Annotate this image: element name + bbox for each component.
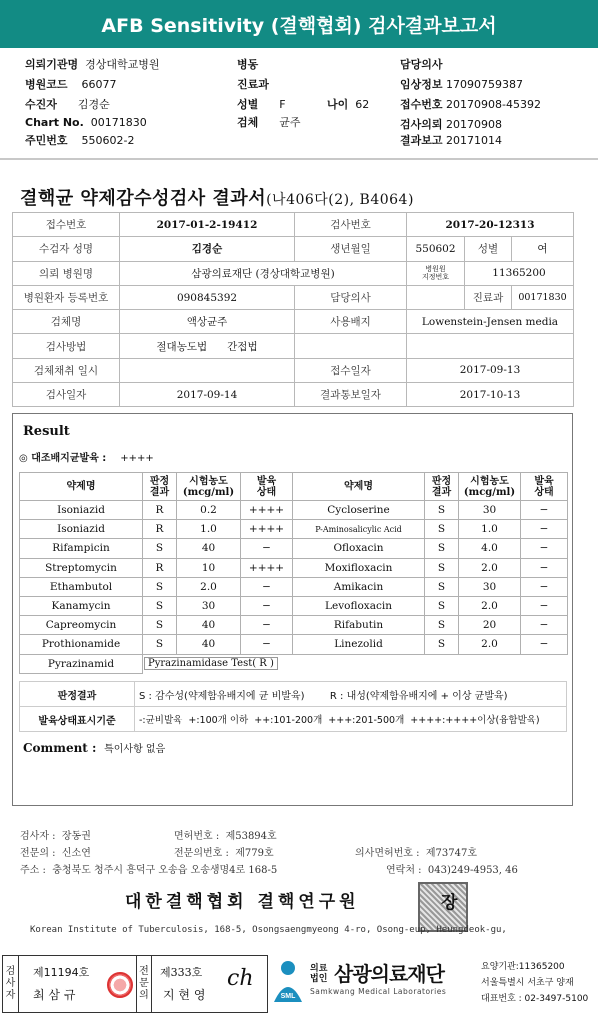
table-row xyxy=(20,635,568,654)
drug-conc-cell: 2.0 xyxy=(459,558,521,577)
info-ward: 병동 xyxy=(237,58,259,71)
org-address: 서울특별시 서초구 양재 xyxy=(481,978,574,988)
org-contact xyxy=(481,959,588,1007)
info-hospital: 의뢰기관명 경상대학교병원 xyxy=(25,58,160,71)
info-hospital-code: 병원코드 66077 xyxy=(25,78,117,91)
drug-growth-cell: − xyxy=(241,596,293,615)
request-info xyxy=(0,52,598,156)
signature-box xyxy=(2,955,268,1013)
info-clinical: 임상정보 17090759387 xyxy=(400,78,523,91)
doctor-license-line: 의사면허번호 : 제73747호 xyxy=(355,848,478,859)
drug-judge-cell: S xyxy=(425,501,459,520)
info-request-date: 검사의뢰 20170908 xyxy=(400,118,503,131)
footer-expert-no: 제333호 xyxy=(160,966,203,979)
signature-icon: ch xyxy=(227,966,254,991)
drug-drug-cell: Rifabutin xyxy=(293,616,425,635)
drug-drug-cell: Moxifloxacin xyxy=(293,558,425,577)
table-row: 검사방법 절대농도법 간접법 xyxy=(13,334,574,358)
table-row: 의뢰 병원명 삼광의료재단 (경상대학교병원) 병원원 지정번호 11365200 xyxy=(13,261,574,285)
pyrazinamidase-test: Pyrazinamidase Test( R ) xyxy=(144,657,278,670)
contact-line: 연락처 : 043)249-4953, 46 xyxy=(386,865,518,876)
drug-drug-cell: Rifampicin xyxy=(20,539,143,558)
report-title: 결핵균 약제감수성검사 결과서(나406다(2), B4064) xyxy=(20,188,414,209)
table-row xyxy=(20,654,568,673)
info-receipt-no: 접수번호 20170908-45392 xyxy=(400,98,541,111)
org-code: 요양기관:11365200 xyxy=(481,962,565,972)
drug-judge-cell: S xyxy=(143,635,177,654)
comment: Comment : 특이사항 없음 xyxy=(23,741,166,755)
drug-judge-cell: S xyxy=(425,596,459,615)
tester-vlabel xyxy=(3,956,19,1012)
drug-drug-cell: Amikacin xyxy=(293,577,425,596)
footer xyxy=(0,952,598,1020)
table-row xyxy=(20,520,568,539)
result-title: Result xyxy=(23,424,70,439)
drug-conc-cell: 2.0 xyxy=(459,635,521,654)
license-line: 면허번호 : 제53894호 xyxy=(174,831,277,842)
info-resident-no: 주민번호 550602-2 xyxy=(25,134,135,147)
drug-drug-cell: Pyrazinamid xyxy=(20,654,143,673)
drug-conc-cell: 40 xyxy=(177,635,241,654)
key-table xyxy=(19,681,567,732)
table-row xyxy=(20,501,568,520)
section-divider xyxy=(0,158,598,160)
footer-tester-name: 최 삼 규 xyxy=(33,988,76,1002)
footer-expert-name: 지 현 영 xyxy=(163,988,206,1002)
drug-drug-cell: Linezolid xyxy=(293,635,425,654)
patient-table xyxy=(12,212,574,407)
drug-conc-cell: 40 xyxy=(177,616,241,635)
table-row: 병원환자 등록번호 090845392 담당의사 진료과 00171830 xyxy=(13,285,574,309)
drug-judge-cell: S xyxy=(425,616,459,635)
drug-growth-cell: − xyxy=(241,577,293,596)
drug-growth-cell: − xyxy=(521,635,568,654)
tester-vlabel-text: 검 사 자 xyxy=(5,966,16,1001)
drug-table xyxy=(19,472,568,674)
drug-judge-cell: R xyxy=(143,558,177,577)
info-chart-no: Chart No. 00171830 xyxy=(25,116,147,129)
drug-conc-cell: 1.0 xyxy=(459,520,521,539)
drug-judge-cell: S xyxy=(143,596,177,615)
growth-key-row: 발육상태표시기준 -:균비발육 +:100개 이하 ++:101-200개 +++:201-500개 ++++:++++이상(융합발육) xyxy=(20,707,567,732)
footer-tester-no: 제11194호 xyxy=(33,966,90,979)
org-name: 삼광의료재단 xyxy=(334,962,444,986)
table-row xyxy=(20,539,568,558)
table-row xyxy=(20,558,568,577)
drug-growth-cell: − xyxy=(521,616,568,635)
table-row: 접수번호 2017-01-2-19412 검사번호 2017-20-12313 xyxy=(13,213,574,237)
drug-growth-cell: − xyxy=(521,501,568,520)
tester-line: 검사자 : 장동권 xyxy=(20,831,91,842)
drug-drug-cell: Kanamycin xyxy=(20,596,143,615)
drug-growth-cell: ++++ xyxy=(241,520,293,539)
info-department: 진료과 xyxy=(237,78,269,91)
info-attending: 담당의사 xyxy=(400,58,443,71)
drug-drug-cell: Levofloxacin xyxy=(293,596,425,615)
drug-judge-cell: S xyxy=(143,616,177,635)
drug-growth-cell: − xyxy=(521,520,568,539)
drug-drug-cell: Streptomycin xyxy=(20,558,143,577)
expert-vlabel: 전 문 의 xyxy=(136,956,152,1012)
drug-growth-cell: − xyxy=(241,539,293,558)
drug-conc-cell: 20 xyxy=(459,616,521,635)
table-row xyxy=(20,577,568,596)
drug-drug-cell: Isoniazid xyxy=(20,520,143,539)
table-row: 검사일자 2017-09-14 결과통보일자 2017-10-13 xyxy=(13,383,574,407)
drug-drug-cell: Cycloserine xyxy=(293,501,425,520)
info-specimen: 검체 균주 xyxy=(237,116,301,129)
drug-judge-cell: S xyxy=(425,635,459,654)
drug-growth-cell: − xyxy=(521,539,568,558)
table-row: 검체명 액상균주 사용배지 Lowenstein-Jensen media xyxy=(13,310,574,334)
drug-conc-cell: 30 xyxy=(177,596,241,615)
drug-growth-cell: − xyxy=(521,577,568,596)
drug-conc-cell: 30 xyxy=(459,577,521,596)
table-row xyxy=(20,616,568,635)
drug-drug-cell: Prothionamide xyxy=(20,635,143,654)
expert-no-line: 전문의번호 : 제779호 xyxy=(174,848,274,859)
drug-conc-cell: 0.2 xyxy=(177,501,241,520)
drug-table-header: 약제명 판정 결과 시험농도 (mcg/ml) 발육 상태 약제명 판정 결과 시험농도 (mcg/ml) 발육 상태 xyxy=(20,473,568,501)
org-english: Samkwang Medical Laboratories xyxy=(310,987,447,996)
drug-drug-cell: Ofloxacin xyxy=(293,539,425,558)
judge-key-row: 판정결과 S : 감수성(약제함유배지에 균 비발육) R : 내성(약제함유배지에 + 이상 균발육) xyxy=(20,682,567,707)
drug-judge-cell: R xyxy=(143,501,177,520)
drug-judge-cell: S xyxy=(143,539,177,558)
drug-drug-cell: P-Aminosalicylic Acid xyxy=(293,520,425,539)
drug-judge-cell: R xyxy=(143,520,177,539)
info-age: 나이 62 xyxy=(327,98,370,111)
drug-drug-cell: Ethambutol xyxy=(20,577,143,596)
drug-conc-cell: 30 xyxy=(459,501,521,520)
svg-text:SML: SML xyxy=(280,993,296,1000)
drug-growth-cell: − xyxy=(521,558,568,577)
address-line: 주소 : 충청북도 청주시 흥덕구 오송읍 오송생명4로 168-5 xyxy=(20,865,278,876)
drug-conc-cell: 40 xyxy=(177,539,241,558)
org-tel: 대표번호 : 02-3497-5100 xyxy=(481,994,589,1004)
expert-line: 전문의 : 신소연 xyxy=(20,848,91,859)
header-title: AFB Sensitivity (결핵협회) 검사결과보고서 xyxy=(101,14,497,37)
drug-growth-cell: − xyxy=(241,616,293,635)
drug-conc-cell: 10 xyxy=(177,558,241,577)
table-row xyxy=(20,596,568,615)
drug-judge-cell: S xyxy=(425,577,459,596)
result-box xyxy=(12,413,573,806)
tester-stamp-icon xyxy=(107,972,133,998)
drug-conc-cell: 2.0 xyxy=(177,577,241,596)
drug-growth-cell: ++++ xyxy=(241,501,293,520)
drug-judge-cell: S xyxy=(425,520,459,539)
drug-growth-cell: ++++ xyxy=(241,558,293,577)
drug-growth-cell: − xyxy=(241,635,293,654)
drug-conc-cell: 1.0 xyxy=(177,520,241,539)
drug-conc-cell: 4.0 xyxy=(459,539,521,558)
sml-logo-icon xyxy=(272,958,304,1006)
drug-drug-cell: Isoniazid xyxy=(20,501,143,520)
org-info xyxy=(310,956,598,1016)
info-patient: 수진자 김경순 xyxy=(25,98,110,111)
table-row: 수검자 성명 김경순 생년월일 550602 성별 여 xyxy=(13,237,574,261)
control-growth: ◎ 대조배지균발육 : ++++ xyxy=(19,453,154,464)
info-sex: 성별 F xyxy=(237,98,286,111)
institute-name: 대한결핵협회 결핵연구원 xyxy=(125,892,360,912)
info-report-date: 결과보고 20171014 xyxy=(400,134,503,147)
report-header xyxy=(0,0,598,48)
drug-judge-cell: S xyxy=(143,577,177,596)
drug-judge-cell: S xyxy=(425,539,459,558)
seal-char: 장 xyxy=(441,893,458,913)
drug-drug-cell: Capreomycin xyxy=(20,616,143,635)
table-row: 검체채취 일시 접수일자 2017-09-13 xyxy=(13,358,574,382)
org-type: 의료 법인 xyxy=(310,964,328,984)
drug-conc-cell: 2.0 xyxy=(459,596,521,615)
drug-judge-cell: S xyxy=(425,558,459,577)
drug-growth-cell: − xyxy=(521,596,568,615)
institute-english: Korean Institute of Tuberculosis, 168-5, Osongsaengmyeong 4-ro, Osong-eup, Heungdeok-gu, xyxy=(30,925,507,935)
